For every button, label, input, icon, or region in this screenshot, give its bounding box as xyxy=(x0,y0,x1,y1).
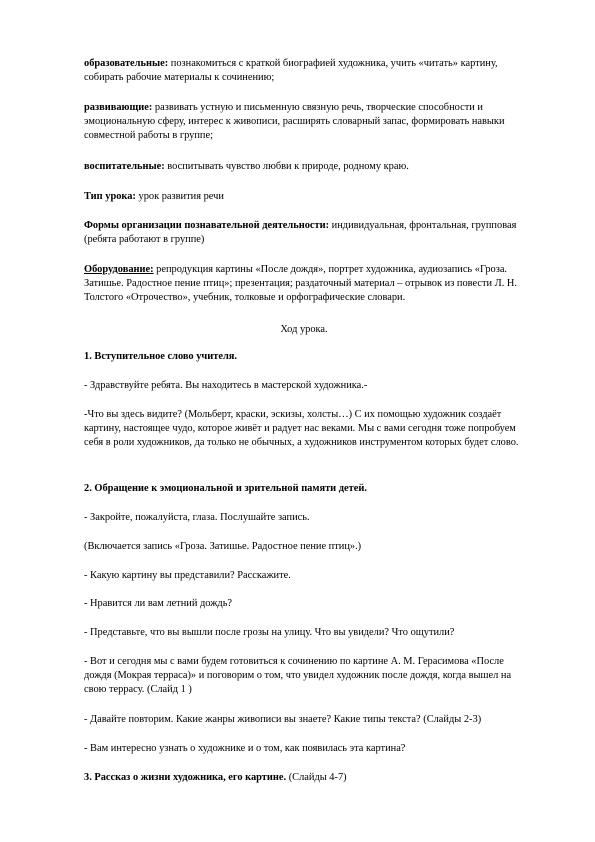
activity-forms-label: Формы организации познавательной деятельности: xyxy=(84,220,330,231)
goal-educational-text: познакомиться с краткой биографией художника, учить «читать» картину, собирать рабочие материалы к сочинению; xyxy=(84,58,498,84)
equipment xyxy=(84,263,524,306)
section-3-heading-title: 3. Рассказ о жизни художника, его картине. xyxy=(84,772,287,783)
equipment-label: Оборудование: xyxy=(84,264,154,275)
section-2-paragraph-2: (Включается запись «Гроза. Затишье. Радостное пение птиц».) xyxy=(84,541,362,552)
activity-forms-text: индивидуальная, фронтальная, групповая (ребята работают в группе) xyxy=(84,220,517,246)
section-1-paragraph-2: -Что вы здесь видите? (Мольберт, краски, эскизы, холсты…) С их помощью художник создаёт картину, настоящее чудо, которое живёт и радует нас веками. Мы с вами сегодня тоже попробуем себя в роли художников, да только не обычных, а художников инструментом которых будет слово. xyxy=(84,409,519,449)
section-3-heading xyxy=(84,771,524,785)
section-2-paragraph-4: - Нравится ли вам летний дождь? xyxy=(84,598,233,609)
section-1-paragraph-1: - Здравствуйте ребята. Вы находитесь в мастерской художника.- xyxy=(84,380,368,391)
section-2-paragraph-5: - Представьте, что вы вышли после грозы на улицу. Что вы увидели? Что ощутили? xyxy=(84,627,455,638)
goal-upbringing xyxy=(84,160,524,174)
goal-developmental xyxy=(84,101,524,144)
goal-educational xyxy=(84,57,524,85)
section-1-heading: 1. Вступительное слово учителя. xyxy=(84,351,238,362)
section-2-paragraph-8: - Вам интересно узнать о художнике и о том, как появилась эта картина? xyxy=(84,743,406,754)
lesson-type-label: Тип урока: xyxy=(84,191,136,202)
section-2-paragraph-1: - Закройте, пожалуйста, глаза. Послушайте запись. xyxy=(84,512,310,523)
lesson-course-title: Ход урока. xyxy=(280,324,328,335)
goal-developmental-text: развивать устную и письменную связную речь, творческие способности и эмоциональную сферу, интерес к живописи, расширять словарный запас, формировать навыки совместной работы в группе; xyxy=(84,102,505,142)
section-2-paragraph-6: - Вот и сегодня мы с вами будем готовиться к сочинению по картине А. М. Герасимова «После дождя (Мокрая терраса)» и поговорим о том, что увидел художник после дождя, когда вышел на свою террасу. (Слайд 1 ) xyxy=(84,656,512,696)
activity-forms xyxy=(84,219,524,247)
equipment-text: репродукция картины «После дождя», портрет художника, аудиозапись «Гроза. Затишье. Радостное пение птиц»; презентация; раздаточный материал – отрывок из повести Л. Н. Толстого «Отрочество», учебник, толковые и орфографические словари. xyxy=(84,264,518,304)
goal-upbringing-text: воспитывать чувство любви к природе, родному краю. xyxy=(164,161,409,172)
section-2-heading: 2. Обращение к эмоциональной и зрительной памяти детей. xyxy=(84,483,367,494)
section-3-slides-note: (Слайды 4-7) xyxy=(286,772,347,783)
section-2-paragraph-3: - Какую картину вы представили? Расскажите. xyxy=(84,570,291,581)
goal-educational-label: образовательные: xyxy=(84,58,169,69)
lesson-type-text: урок развития речи xyxy=(135,191,224,202)
goal-developmental-label: развивающие: xyxy=(84,102,153,113)
lesson-type xyxy=(84,190,524,204)
goal-upbringing-label: воспитательные: xyxy=(84,161,165,172)
section-2-paragraph-7: - Давайте повторим. Какие жанры живописи вы знаете? Какие типы текста? (Слайды 2-3) xyxy=(84,714,482,725)
